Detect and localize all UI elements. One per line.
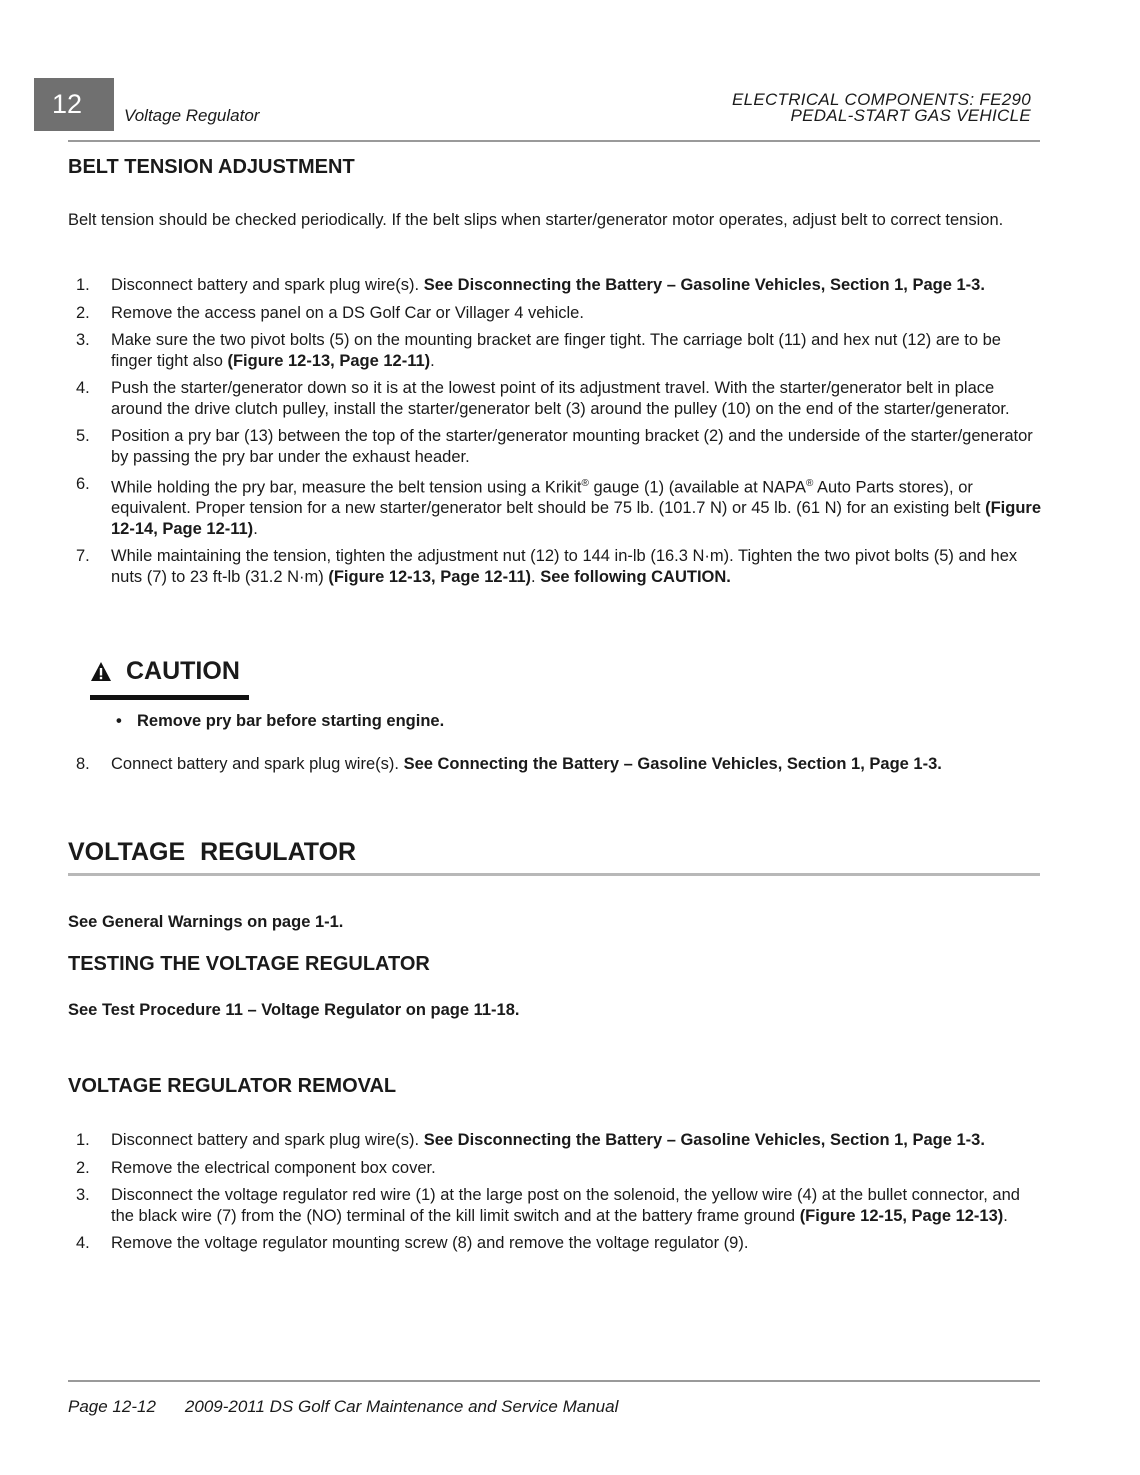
step-number: 6.	[76, 475, 90, 493]
list-item	[68, 330, 1043, 371]
step-reference: (Figure 12-15, Page 12-13)	[799, 1206, 1004, 1225]
list-item	[68, 546, 1043, 587]
step-reference: See Disconnecting the Battery – Gasoline Vehicles, Section 1, Page 1-3.	[423, 276, 985, 294]
step-text: Disconnect the voltage regulator red wire (1) at the large post on the solenoid, the yellow wire (4) at the bullet connector, and the black wire (7) from the (NO) terminal of the kill limit switch and at the battery frame ground	[111, 1186, 1020, 1225]
step-reference: See Connecting the Battery – Gasoline Vehicles, Section 1, Page 1-3.	[403, 755, 942, 773]
belt-tension-steps	[68, 275, 1043, 594]
step-text: .	[531, 567, 541, 586]
step-text: Remove the access panel on a DS Golf Car or Villager 4 vehicle.	[111, 303, 584, 322]
list-item	[68, 1158, 1043, 1179]
step-text: Position a pry bar (13) between the top of the starter/generator mounting bracket (2) and the underside of the starter/generator by passing the pry bar under the exhaust header.	[111, 427, 1033, 466]
caution-bullets	[116, 712, 444, 731]
registered-mark: ®	[581, 478, 589, 489]
step-number: 1.	[76, 1131, 90, 1149]
manual-title: 2009-2011 DS Golf Car Maintenance and Service Manual	[184, 1397, 619, 1416]
step-tail: .	[1003, 1206, 1008, 1225]
list-item	[68, 1233, 1043, 1254]
removal-steps	[68, 1130, 1043, 1261]
step-text: Push the starter/generator down so it is at the lowest point of its adjustment travel. With the starter/generator belt in place around the drive clutch pulley, install the starter/generator belt (3) around the pulley (10) on the end of the starter/generator.	[111, 379, 1010, 418]
page-number: Page 12-12	[68, 1397, 156, 1416]
step-number: 5.	[76, 427, 90, 445]
step-text: Connect battery and spark plug wire(s).	[111, 755, 404, 773]
step-text: Remove the voltage regulator mounting screw (8) and remove the voltage regulator (9).	[111, 1234, 749, 1252]
step-text: While maintaining the tension, tighten the adjustment nut (12) to 144 in-lb (16.3 N·m). Tighten the two pivot bolts (5) and hex nuts (7) to 23 ft-lb (31.2 N·m)	[111, 547, 1018, 586]
testing-heading: TESTING THE VOLTAGE REGULATOR	[68, 953, 430, 975]
step-number: 7.	[76, 547, 90, 565]
list-item	[68, 275, 1043, 296]
caution-reference: See following CAUTION.	[540, 567, 731, 586]
header-rule	[68, 140, 1040, 142]
section-rule	[68, 873, 1040, 876]
page-footer	[68, 1397, 618, 1417]
step-number: 3.	[76, 1186, 90, 1204]
step-number: 2.	[76, 1158, 90, 1177]
list-item	[68, 378, 1043, 419]
step-number: 2.	[76, 303, 90, 322]
caution-heading	[90, 656, 250, 686]
step-text: Make sure the two pivot bolts (5) on the mounting bracket are finger tight. The carriage bolt (11) and hex nut (12) are to be finger tight also	[111, 331, 1001, 370]
test-procedure-reference: See Test Procedure 11 – Voltage Regulator on page 11-18.	[68, 1001, 520, 1019]
warning-triangle-icon	[90, 661, 112, 682]
step-tail: .	[253, 519, 258, 538]
list-item	[68, 754, 1043, 775]
caution-item: Remove pry bar before starting engine.	[137, 712, 445, 730]
belt-tension-heading: BELT TENSION ADJUSTMENT	[68, 156, 355, 178]
step-text: Disconnect battery and spark plug wire(s).	[111, 276, 424, 294]
belt-tension-intro: Belt tension should be checked periodically. If the belt slips when starter/generator motor operates, adjust belt to correct tension.	[68, 211, 1004, 229]
step-tail: .	[430, 351, 435, 370]
step-number: 3.	[76, 331, 90, 349]
removal-heading: VOLTAGE REGULATOR REMOVAL	[68, 1075, 397, 1097]
header-chapter-title-line1: ELECTRICAL COMPONENTS: FE290	[731, 90, 1031, 109]
step-reference: (Figure 12-13, Page 12-11)	[227, 351, 431, 370]
list-item	[68, 303, 1043, 324]
list-item	[68, 1185, 1043, 1226]
step-text: gauge (1) (available at NAPA	[588, 478, 806, 497]
step-reference: (Figure 12-14, Page 12-11)	[111, 499, 1041, 538]
list-item	[68, 1130, 1043, 1151]
general-warnings-reference: See General Warnings on page 1-1.	[68, 913, 344, 931]
voltage-regulator-heading: VOLTAGE REGULATOR	[68, 838, 357, 866]
step-number: 4.	[76, 1234, 90, 1252]
step-text: Auto Parts stores), or equivalent. Proper tension for a new starter/generator belt should be 75 lb. (101.7 N) or 45 lb. (61 N) for an existing belt	[111, 478, 986, 517]
step-number: 1.	[76, 276, 90, 294]
footer-rule	[68, 1380, 1040, 1382]
step-text: Remove the electrical component box cover.	[111, 1158, 436, 1177]
registered-mark: ®	[805, 478, 814, 489]
list-item	[68, 474, 1043, 539]
caution-title: CAUTION	[126, 656, 240, 685]
chapter-number-box: 12	[34, 78, 114, 131]
caution-underline	[90, 695, 249, 700]
step-text: While holding the pry bar, measure the belt tension using a Krikit	[111, 478, 582, 497]
step-text: Disconnect battery and spark plug wire(s).	[111, 1131, 424, 1149]
header-chapter-title-line2: PEDAL-START GAS VEHICLE	[790, 106, 1031, 125]
step-reference: (Figure 12-13, Page 12-11)	[328, 567, 532, 586]
caution-block	[90, 656, 250, 700]
step-number: 8.	[76, 755, 90, 773]
step-reference: See Disconnecting the Battery – Gasoline Vehicles, Section 1, Page 1-3.	[423, 1131, 985, 1149]
belt-tension-step-8	[68, 754, 1043, 782]
step-number: 4.	[76, 379, 90, 397]
list-item	[68, 426, 1043, 467]
bullet-icon: •	[116, 712, 122, 730]
running-section-title: Voltage Regulator	[124, 106, 260, 125]
